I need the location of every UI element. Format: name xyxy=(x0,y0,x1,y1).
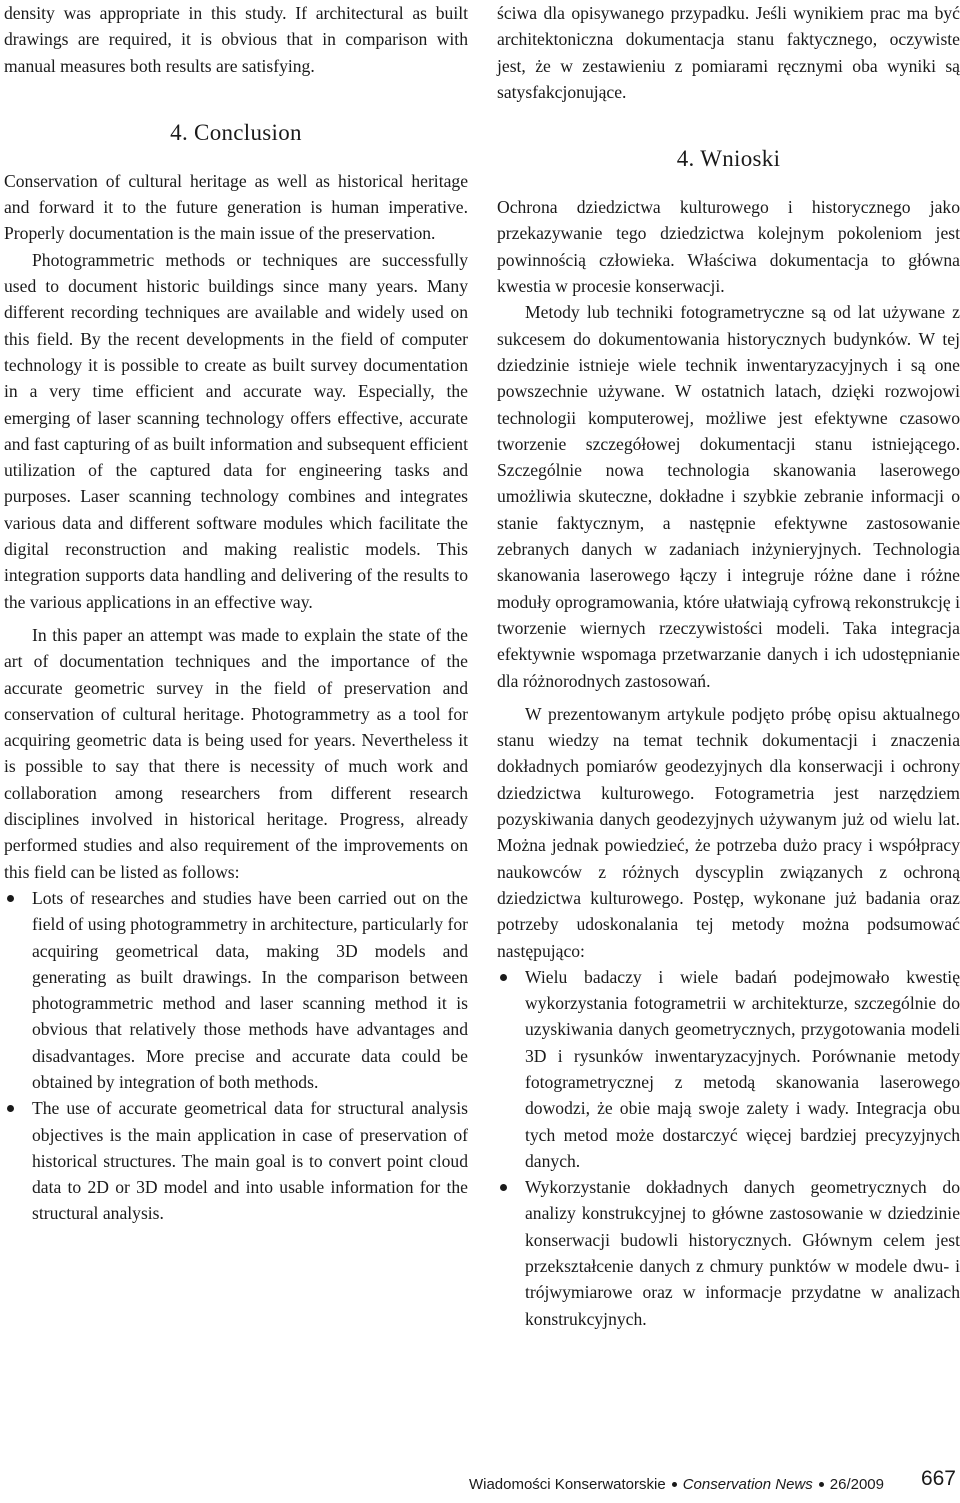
bullet-list-pl xyxy=(497,964,960,1332)
journal-title-en: Conservation News xyxy=(682,1476,813,1493)
conclusion-paragraph-1-en: Conservation of cultural heritage as well as historical heritage and forward it to the future generation is human imperative. Properly documentation is the main issue of the preservation. xyxy=(4,170,468,244)
intro-paragraph-en: density was appropriate in this study. If architectural as built drawings are required, it is obvious that in comparison with manual measures both results are satisfying. xyxy=(4,3,468,76)
bullet-icon xyxy=(500,974,507,981)
bullet-icon xyxy=(500,1184,507,1191)
journal-issue: 26/2009 xyxy=(829,1476,884,1493)
list-item xyxy=(4,885,468,1095)
section-heading-en: 4. Conclusion xyxy=(170,119,302,145)
page-number: 667 xyxy=(920,1467,956,1490)
intro-paragraph-pl: ściwa dla opisywanego przypadku. Jeśli wynikiem prac ma być architektoniczna dokumentacja stanu faktycznego, oczywiste jest, że w zestawieniu z pomiarami ręcznymi oba wyniki są satysfakcjonujące. xyxy=(497,3,960,102)
separator-dot-icon xyxy=(819,1482,824,1487)
page-footer xyxy=(0,1467,960,1503)
conclusion-paragraph-2-en: Photogrammetric methods or techniques are successfully used to document historic buildings since many years. Many different recording techniques are available and widely used on this field. By the recent developments in the field of computer technology it is possible to create as built survey documentation in a very time efficient and accurate way. Especially, the emerging of laser scanning technology offers effective, accurate and fast capturing of as built information and subsequent efficient utilization of the captured data for engineering tasks and purposes. Laser scanning technology combines and integrates various data and different software modules which facilitate the digital reconstruction and making realistic models. This integration supports data handling and delivering of the results to the various applications in an effective way. xyxy=(4,249,468,612)
section-heading-pl: 4. Wnioski xyxy=(676,146,781,172)
list-item-text: Lots of researches and studies have been carried out on the field of using photogrammetry in architecture, particularly for acquiring geometrical data, making 3D models and generating as built drawings. In the comparison between photogrammetric method and laser scanning method it is obvious that relatively those methods have advantages and disadvantages. More precise and accurate data could be obtained by integration of both methods. xyxy=(32,887,468,1092)
list-item-text: The use of accurate geometrical data for structural analysis objectives is the main application in case of preservation of historical structures. The main goal is to convert point cloud data to 2D or 3D model and into usable information for the structural analysis. xyxy=(32,1098,468,1224)
english-column xyxy=(4,0,468,1227)
bullet-icon xyxy=(7,895,14,902)
list-item xyxy=(497,964,960,1174)
bullet-icon xyxy=(7,1105,14,1112)
polish-column xyxy=(497,0,960,1332)
separator-dot-icon xyxy=(672,1482,677,1487)
bullet-list-en xyxy=(4,885,468,1227)
list-item-text: Wielu badaczy i wiele badań podejmowało kwestię wykorzystania fotogrametrii w architekturze, szczególnie do uzyskiwania danych geometrycznych, przygotowania modeli 3D i rysunków inwentaryzacyjnych. Porównanie metody fotogrametrycznej z metodą skanowania laserowego dowodzi, że obie mają swoje zalety i wady. Integracja obu tych metod może dostarczyć więcej bardziej precyzyjnych danych. xyxy=(525,966,960,1171)
conclusion-paragraph-3-en: In this paper an attempt was made to explain the state of the art of documentation techniques and the importance of the accurate geometric survey in the field of preservation and conservation of cultural heritage. Photogrammetry as a tool for acquiring geometric data is being used for years. Nevertheless it is possible to say that there is necessity of much work and collaboration among researchers from different research disciplines involved in historical heritage. Progress, already performed studies and also requirement of the improvements on this field can be listed as follows: xyxy=(4,624,468,882)
conclusion-paragraph-3-pl: W prezentowanym artykule podjęto próbę opisu aktualnego stanu wiedzy na temat technik dokumentacji i znaczenia dokładnych pomiarów geodezyjnych dla konserwacji i ochrony dziedzictwa kulturowego. Fotogrametria jest narzędziem pozyskiwania danych geodezyjnych używanym już od wielu lat. Można jednak powiedzieć, że potrzeba dużo pracy i współpracy naukowców z różnych dyscyplin związanych z ochroną dziedzictwa kulturowego. Postęp, wykonane już badania oraz potrzeby udoskonalania tej metody można podsumować następująco: xyxy=(497,703,960,961)
list-item xyxy=(4,1095,468,1226)
conclusion-paragraph-2-pl: Metody lub techniki fotogrametryczne są od lat używane z sukcesem do dokumentowania historycznych budynków. W tej dziedzinie istnieje wiele technik inwentaryzacyjnych i są one powszechnie używane. W ostatnich latach, dzięki rozwojowi technologii komputerowej, możliwe jest efektywne czasowo tworzenie szczegółowej dokumentacji stanu istniejącego. Szczególnie nowa technologia skanowania laserowego umożliwia skuteczne, dokładne i szybkie zebranie informacji o stanie faktycznym, a następnie efektywne zastosowanie zebranych danych w zadaniach inżynieryjnych. Technologia skanowania laserowego łączy i integruje różne dane i różne moduły oprogramowania, które ułatwiają cyfrową rekonstrukcję i tworzenie wiernych rzeczywistości modeli. Taka integracja efektywnie wspomaga przetwarzanie danych i ich udostępnianie dla różnorodnych zastosowań. xyxy=(497,302,960,691)
journal-title-pl: Wiadomości Konserwatorskie xyxy=(468,1476,666,1493)
journal-title xyxy=(469,1475,884,1495)
conclusion-paragraph-1-pl: Ochrona dziedzictwa kulturowego i historycznego jako przekazywanie tego dziedzictwa kolejnym pokoleniom jest powinnością człowieka. Właściwa dokumentacja to główna kwestia w procesie konserwacji. xyxy=(497,197,960,297)
list-item-text: Wykorzystanie dokładnych danych geometrycznych do analizy konstrukcyjnej to główne zastosowanie w dziedzinie konserwacji budowli historycznych. Głównym celem jest przekształcenie danych z chmury punktów w modele dwu- i trójwymiarowe oraz w informacje przydatne w analizach konstrukcyjnych. xyxy=(525,1177,960,1329)
list-item xyxy=(497,1174,960,1332)
